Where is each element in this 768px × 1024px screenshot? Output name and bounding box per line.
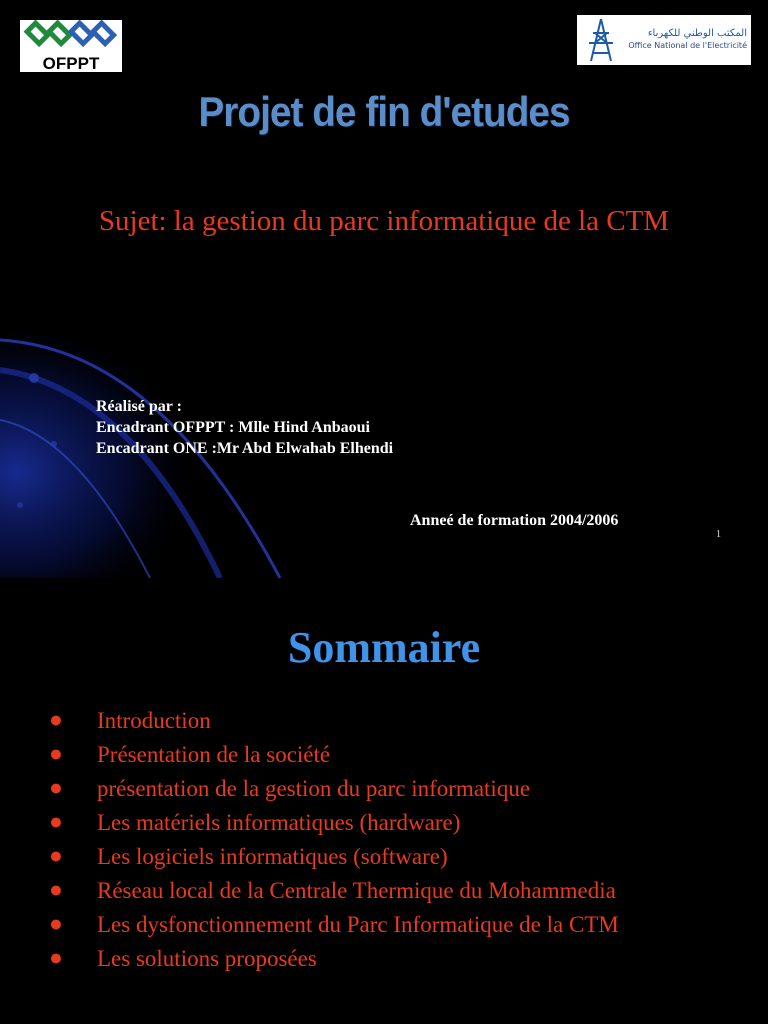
one-logo-arabic: المكتب الوطني للكهرباء bbox=[647, 28, 747, 39]
project-subject: Sujet: la gestion du parc informatique de la CTM bbox=[98, 205, 670, 237]
bullet-icon: ● bbox=[49, 877, 63, 902]
list-item bbox=[0, 776, 697, 802]
ofppt-logo-text: OFPPT bbox=[42, 54, 100, 72]
bullet-icon: ● bbox=[49, 775, 63, 800]
slide-title: Projet de fin d'etudes bbox=[198, 88, 570, 135]
supervisor-one: Encadrant ONE :Mr Abd Elwahab Elhendi bbox=[96, 440, 394, 457]
ofppt-logo-icon bbox=[20, 20, 122, 72]
one-logo-french: Office National de l'Electricité bbox=[628, 41, 747, 50]
slide-number: 1 bbox=[716, 529, 721, 540]
list-item-label: Les matériels informatiques (hardware) bbox=[97, 810, 461, 835]
list-item bbox=[0, 946, 697, 972]
ofppt-logo bbox=[20, 20, 122, 72]
list-item-label: Les dysfonctionnement du Parc Informatique de la CTM bbox=[97, 912, 619, 937]
list-item bbox=[0, 912, 697, 938]
list-item-label: Présentation de la société bbox=[97, 742, 331, 767]
list-item-label: Introduction bbox=[97, 708, 211, 733]
credits-heading: Réalisé par : bbox=[96, 398, 182, 415]
list-item bbox=[0, 878, 697, 904]
list-item bbox=[0, 708, 697, 734]
supervisor-ofppt: Encadrant OFPPT : Mlle Hind Anbaoui bbox=[96, 419, 370, 436]
bullet-icon: ● bbox=[49, 809, 63, 834]
credits-block bbox=[96, 396, 393, 459]
pylon-icon bbox=[581, 15, 621, 65]
list-item-label: Les logiciels informatiques (software) bbox=[97, 844, 448, 869]
list-item-label: Les solutions proposées bbox=[97, 946, 317, 971]
list-item-label: Réseau local de la Centrale Thermique du Mohammedia bbox=[97, 878, 616, 903]
list-item bbox=[0, 742, 697, 768]
summary-title: Sommaire bbox=[287, 623, 481, 672]
summary-list bbox=[0, 708, 768, 980]
training-year: Anneé de formation 2004/2006 bbox=[410, 512, 619, 529]
list-item bbox=[0, 844, 697, 870]
list-item bbox=[0, 810, 697, 836]
bullet-icon: ● bbox=[49, 741, 63, 766]
list-item-label: présentation de la gestion du parc informatique bbox=[97, 776, 531, 801]
summary-slide bbox=[0, 578, 768, 1024]
bullet-icon: ● bbox=[49, 843, 63, 868]
bullet-icon: ● bbox=[49, 911, 63, 936]
one-logo bbox=[577, 15, 751, 65]
bullet-icon: ● bbox=[49, 945, 63, 970]
bullet-icon: ● bbox=[49, 707, 63, 732]
